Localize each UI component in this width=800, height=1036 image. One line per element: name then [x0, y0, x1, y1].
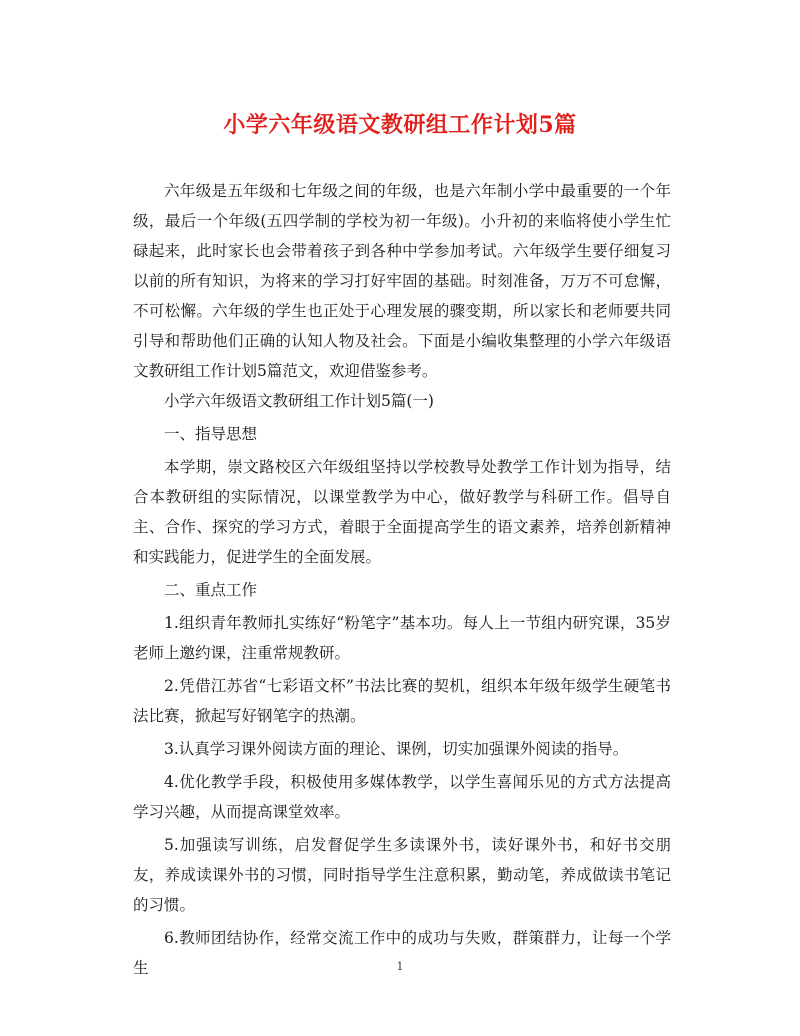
key-work-item-4: 4.优化教学手段，积极使用多媒体教学，以学生喜闻乐见的方式方法提高学习兴趣，从而提高课堂效率。	[133, 773, 671, 821]
document-title: 小学六年级语文教研组工作计划5篇	[223, 112, 577, 138]
guiding-ideology-paragraph: 本学期，崇文路校区六年级组坚持以学校教导处教学工作计划为指导，结合本教研组的实际情况，以课堂教学为中心，做好教学与科研工作。倡导自主、合作、探究的学习方式，着眼于全面提高学生的语文素养，培养创新精神和实践能力，促进学生的全面发展。	[133, 458, 671, 566]
key-work-item-2: 2.凭借江苏省“七彩语文杯”书法比赛的契机，组织本年级年级学生硬笔书法比赛，掀起写好钢笔字的热潮。	[133, 677, 671, 725]
intro-paragraph: 六年级是五年级和七年级之间的年级，也是六年制小学中最重要的一个年级，最后一个年级(五四学制的学校为初一年级)。小升初的来临将使小学生忙碌起来，此时家长也会带着孩子到各种中学参加考试。六年级学生要仔细复习以前的所有知识，为将来的学习打好牢固的基础。时刻准备，万万不可怠懈，不可松懈。六年级的学生也正处于心理发展的骤变期，所以家长和老师要共同引导和帮助他们正确的认知人物及社会。下面是小编收集整理的小学六年级语文教研组工作计划5篇范文，欢迎借鉴参考。	[133, 182, 671, 380]
key-work-item-6: 6.教师团结协作，经常交流工作中的成功与失败，群策群力，让每一个学生	[133, 929, 671, 977]
key-work-item-3: 3.认真学习课外阅读方面的理论、课例，切实加强课外阅读的指导。	[164, 740, 629, 758]
heading-guiding-ideology: 一、指导思想	[164, 425, 258, 443]
key-work-item-5: 5.加强读写训练，启发督促学生多读课外书，读好课外书，和好书交朋友，养成读课外书的习惯，同时指导学生注意积累，勤动笔，养成做读书笔记的习惯。	[133, 836, 671, 914]
section-heading-plan-one: 小学六年级语文教研组工作计划5篇(一)	[164, 392, 434, 410]
key-work-item-1: 1.组织青年教师扎实练好“粉笔字”基本功。每人上一节组内研究课，35岁老师上邀约课，注重常规教研。	[133, 614, 671, 662]
heading-key-work: 二、重点工作	[164, 581, 258, 599]
document-body	[133, 176, 671, 986]
page-number: 1	[396, 960, 404, 973]
